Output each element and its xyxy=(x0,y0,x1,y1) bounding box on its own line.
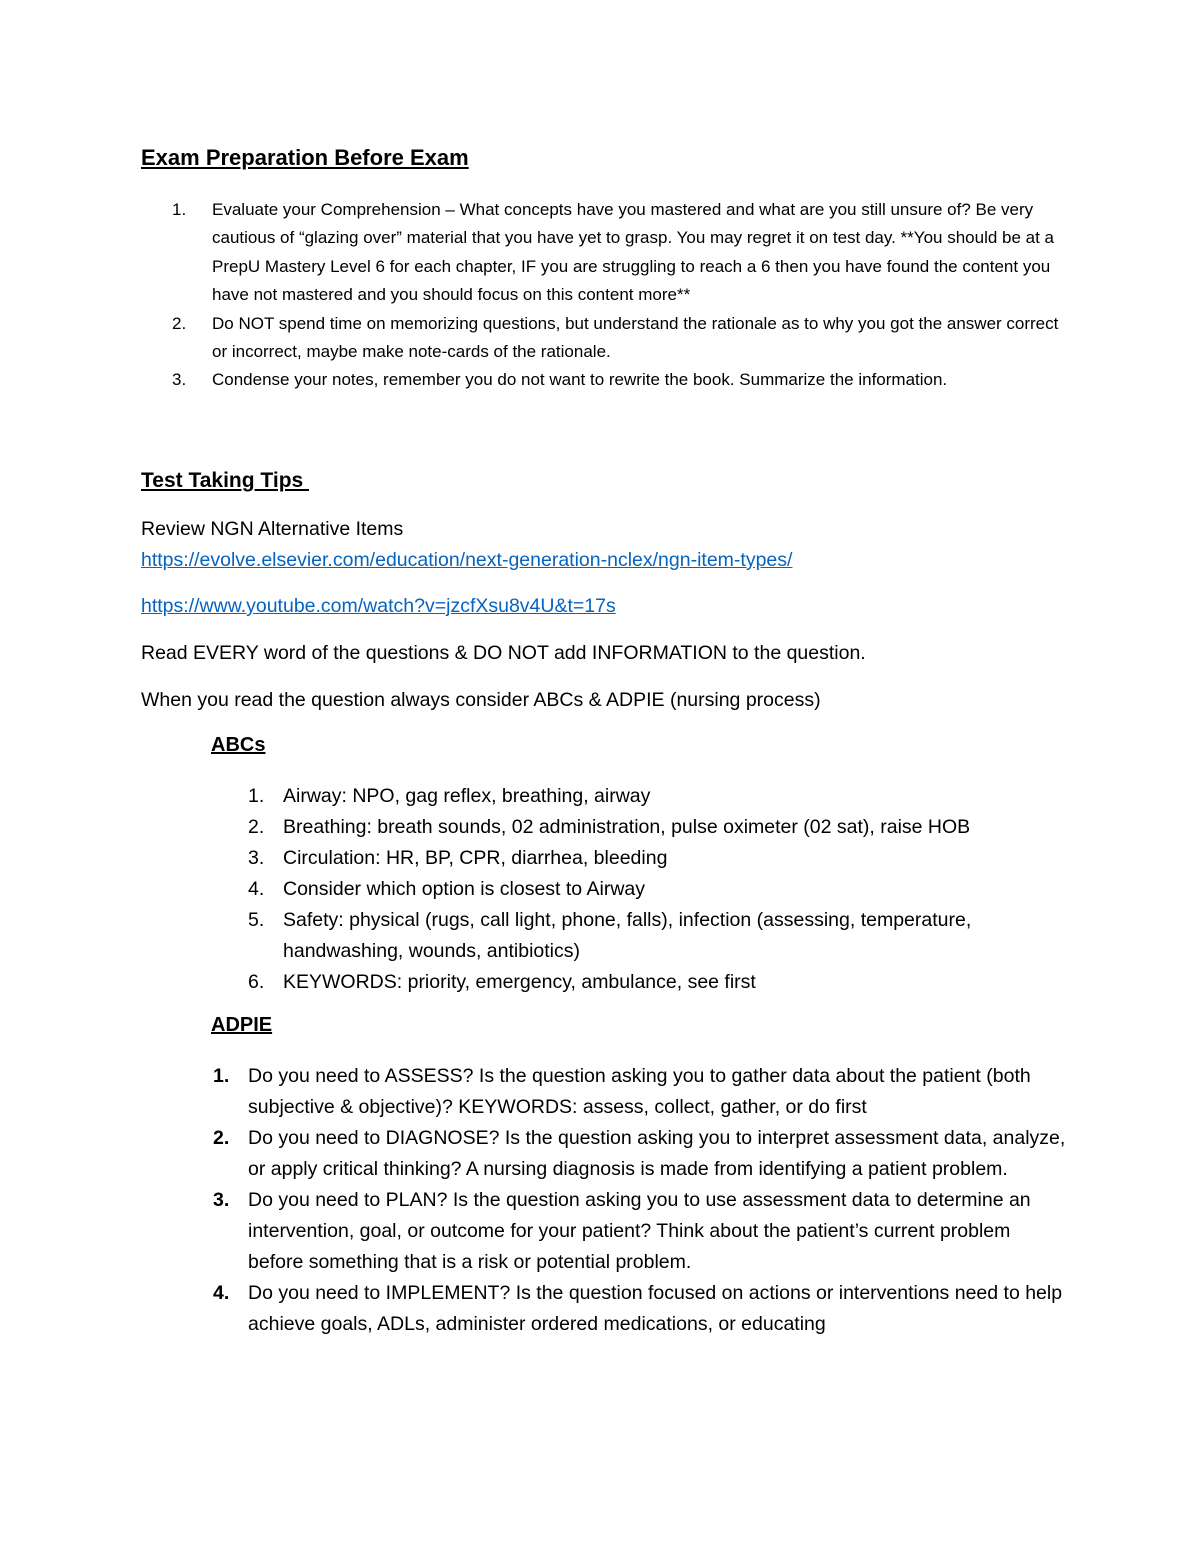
list-item-text: Do you need to PLAN? Is the question asking you to use assessment data to determine an intervention, goal, or outcome for your patient? Think about the patient’s current problem before something that is a risk or potential problem. xyxy=(248,1189,1031,1273)
exam-prep-list xyxy=(172,196,1067,395)
list-item xyxy=(248,781,1068,812)
list-item-text: Condense your notes, remember you do not want to rewrite the book. Summarize the information. xyxy=(212,370,948,390)
list-item-text: Breathing: breath sounds, 02 administration, pulse oximeter (02 sat), raise HOB xyxy=(283,816,971,838)
abcs-list xyxy=(248,781,1068,998)
list-item xyxy=(213,1278,1068,1340)
list-item-number: 1. xyxy=(213,1065,230,1087)
list-item xyxy=(248,905,1068,967)
list-item-text: Do you need to DIAGNOSE? Is the question asking you to interpret assessment data, analyze, or apply critical thinking? A nursing diagnosis is made from identifying a patient problem. xyxy=(248,1127,1066,1180)
list-item-number: 3. xyxy=(213,1189,230,1211)
list-item-text: Evaluate your Comprehension – What concepts have you mastered and what are you still unsure of? Be very cautious of “glazing over” material that you have yet to grasp. You may regret it on test day. **You should be at a PrepU Mastery Level 6 for each chapter, IF you are struggling to reach a 6 then you have found the content you have not mastered and you should focus on this content more** xyxy=(212,200,1055,305)
list-item-text: Airway: NPO, gag reflex, breathing, airway xyxy=(283,785,651,807)
list-item xyxy=(172,196,1067,310)
list-item-number: 3. xyxy=(248,847,265,869)
list-item xyxy=(248,843,1068,874)
list-item xyxy=(213,1185,1068,1278)
list-item-number: 4. xyxy=(248,878,265,900)
list-item-number: 6. xyxy=(248,971,265,993)
list-item xyxy=(248,967,1068,998)
adpie-heading: ADPIE xyxy=(211,1014,273,1036)
list-item xyxy=(172,366,1067,394)
list-item-text: Consider which option is closest to Airway xyxy=(283,878,645,900)
list-item-number: 1. xyxy=(172,200,187,219)
list-item-number: 4. xyxy=(213,1282,230,1304)
list-item-text: Do you need to IMPLEMENT? Is the question focused on actions or interventions need to help achieve goals, ADLs, administer ordered medications, or educating xyxy=(248,1282,1063,1335)
list-item-text: KEYWORDS: priority, emergency, ambulance, see first xyxy=(283,971,756,993)
list-item-number: 3. xyxy=(172,370,187,390)
list-item xyxy=(248,874,1068,905)
section-title-test-taking-tips: Test Taking Tips xyxy=(141,469,310,492)
list-item-text: Do you need to ASSESS? Is the question asking you to gather data about the patient (both subjective & objective)? KEYWORDS: assess, collect, gather, or do first xyxy=(248,1065,1031,1118)
list-item-number: 2. xyxy=(172,313,187,333)
consider-abcs-text: When you read the question always consider ABCs & ADPIE (nursing process) xyxy=(141,689,821,711)
list-item-number: 1. xyxy=(248,785,265,807)
list-item-text: Circulation: HR, BP, CPR, diarrhea, bleeding xyxy=(283,847,668,869)
list-item-number: 2. xyxy=(248,816,265,838)
list-item-number: 5. xyxy=(248,909,265,931)
list-item-text: Safety: physical (rugs, call light, phone, falls), infection (assessing, temperature, handwashing, wounds, antibiotics) xyxy=(283,909,972,962)
adpie-list xyxy=(213,1061,1068,1340)
list-item xyxy=(248,812,1068,843)
list-item xyxy=(172,310,1067,367)
list-item-number: 2. xyxy=(213,1127,230,1149)
section-title-exam-preparation: Exam Preparation Before Exam xyxy=(141,145,469,170)
youtube-link[interactable]: https://www.youtube.com/watch?v=jzcfXsu8v4U&t=17s xyxy=(141,595,616,617)
review-ngn-label: Review NGN Alternative Items xyxy=(141,518,404,540)
read-every-word-text: Read EVERY word of the questions & DO NOT add INFORMATION to the question. xyxy=(141,642,866,664)
list-item xyxy=(213,1123,1068,1185)
list-item-text: Do NOT spend time on memorizing questions, but understand the rationale as to why you got the answer correct or incorrect, maybe make note-cards of the rationale. xyxy=(212,313,1059,362)
abcs-heading: ABCs xyxy=(211,734,266,756)
evolve-link[interactable]: https://evolve.elsevier.com/education/next-generation-nclex/ngn-item-types/ xyxy=(141,549,793,571)
list-item xyxy=(213,1061,1068,1123)
